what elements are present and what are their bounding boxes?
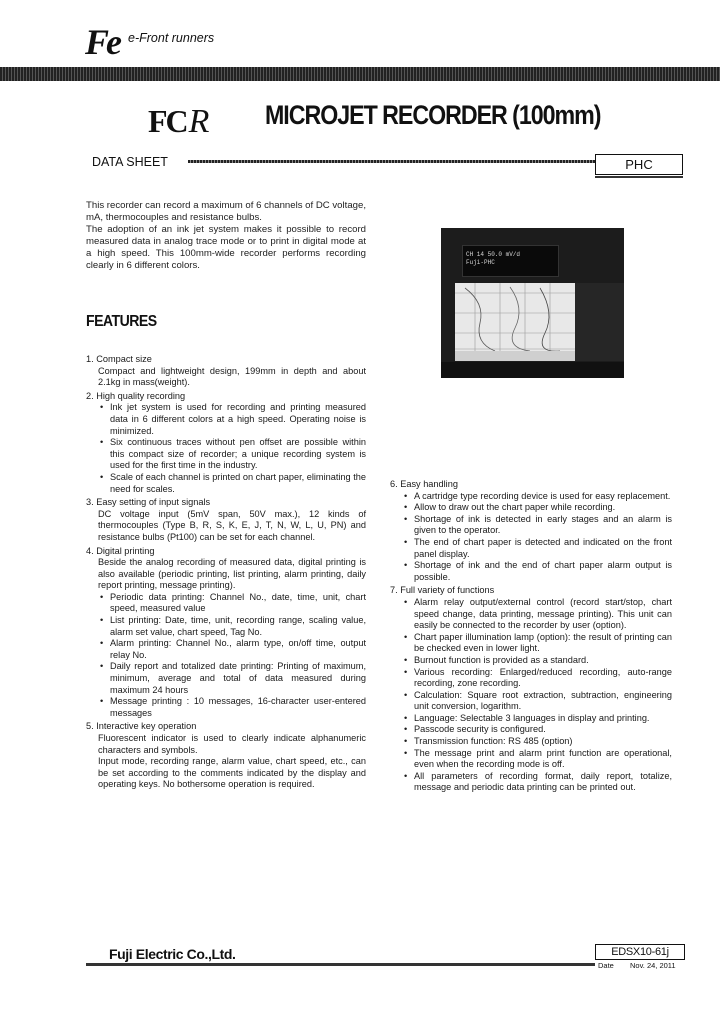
- feature-bullet: • Message printing : 10 messages, 16-character user-entered messages: [86, 696, 366, 719]
- feature-paragraph: Fluorescent indicator is used to clearly indicate alphanumeric characters and symbols.: [98, 733, 366, 755]
- feature-bullet: • Language: Selectable 3 languages in display and printing.: [390, 713, 672, 725]
- feature-bullet: • Allow to draw out the chart paper while recording.: [390, 502, 672, 514]
- chart-paper-traces: [455, 283, 575, 361]
- device-display-text: [466, 251, 520, 267]
- product-title: MICROJET RECORDER (100mm): [265, 100, 601, 130]
- feature-paragraph: Compact and lightweight design, 199mm in depth and about 2.1kg in mass(weight).: [98, 365, 366, 388]
- feature-section: [86, 497, 366, 543]
- intro-text: [86, 200, 366, 272]
- doc-code: EDSX10-61j: [595, 944, 685, 960]
- device-display-line: CH 14 50.0 mV/d: [466, 251, 521, 258]
- feature-heading: 3. Easy setting of input signals: [86, 497, 211, 508]
- feature-bullet: • Burnout function is provided as a standard.: [390, 655, 672, 667]
- feature-section: [390, 585, 672, 794]
- feature-heading: 1. Compact size: [86, 354, 152, 364]
- feature-bullet: • Six continuous traces without pen offset are possible within this compact size of recorder; a unique recording system is used for the first time in the industry.: [86, 437, 366, 472]
- feature-paragraph: DC voltage input (5mV span, 50V max.), 12 kinds of thermocouples (Type B, R, S, K, E, J, T, N, W, L, U, PN) and resistance bulbs (Pt100) can be set for each channel.: [98, 508, 366, 542]
- doc-type-label: DATA SHEET: [92, 155, 168, 169]
- fuji-fe-logo: Fe: [85, 22, 119, 62]
- feature-bullet: • Transmission function: RS 485 (option): [390, 736, 672, 748]
- fc-mark: FC: [148, 103, 187, 139]
- feature-bullet: • Ink jet system is used for recording and printing measured data in 6 different colors at a high speed. Operating noise is minimized.: [86, 402, 366, 437]
- feature-bullet: • Calculation: Square root extraction, subtraction, engineering unit conversion, logarithm.: [390, 690, 672, 713]
- feature-bullet: • A cartridge type recording device is used for easy replacement.: [390, 491, 672, 503]
- feature-bullet: • Scale of each channel is printed on chart paper, eliminating the need for scales.: [86, 472, 366, 495]
- device-display-line: Fuji-PHC: [466, 259, 495, 266]
- device-side-panel: [575, 283, 624, 361]
- feature-bullet: • Alarm relay output/external control (record start/stop, chart speed change, data printing, message printing). This unit can easily be connected to the recorder by user (option).: [390, 597, 672, 632]
- date-value: Nov. 24, 2011: [630, 961, 676, 970]
- feature-bullet: • Shortage of ink and the end of chart paper alarm output is possible.: [390, 560, 672, 583]
- feature-section: [86, 546, 366, 720]
- footer-rule: [86, 963, 595, 966]
- feature-heading: 6. Easy handling: [390, 479, 458, 489]
- fcr-product-mark: [148, 104, 207, 139]
- feature-heading: 7. Full variety of functions: [390, 585, 495, 596]
- feature-bullet: • Various recording: Enlarged/reduced recording, auto-range recording, zone recording.: [390, 667, 672, 690]
- feature-bullet: • Periodic data printing: Channel No., date, time, unit, chart speed, measured value: [86, 592, 366, 615]
- model-code: PHC: [595, 154, 683, 175]
- feature-bullet: • Shortage of ink is detected in early stages and an alarm is given to the operator.: [390, 514, 672, 537]
- feature-bullet: • Passcode security is configured.: [390, 724, 672, 736]
- feature-section: [86, 354, 366, 389]
- feature-heading: 5. Interactive key operation: [86, 721, 197, 732]
- brand-tagline: e-Front runners: [128, 31, 215, 45]
- intro-paragraph: This recorder can record a maximum of 6 channels of DC voltage, mA, thermocouples and resistance bulbs.: [86, 200, 366, 223]
- feature-bullet: • The message print and alarm print function are operational, even when the recording mode is off.: [390, 748, 672, 771]
- date-label: Date: [598, 961, 614, 970]
- header-band: [0, 67, 720, 81]
- feature-heading: 2. High quality recording: [86, 390, 186, 401]
- features-right-column: [390, 477, 672, 794]
- feature-section: [86, 721, 366, 791]
- model-underline: [595, 176, 683, 178]
- intro-paragraph: The adoption of an ink jet system makes it possible to record measured data in analog trace mode or to print in digital mode at a high speed. This 100mm-wide recorder performs recording clearly in 6 different colors.: [86, 224, 366, 271]
- feature-paragraph: Beside the analog recording of measured data, digital printing is also available (periodic printing, list printing, alarm printing, daily report printing, message printing).: [98, 557, 366, 591]
- feature-bullet: • The end of chart paper is detected and indicated on the front panel display.: [390, 537, 672, 560]
- features-heading: FEATURES: [86, 313, 157, 330]
- feature-bullet: • Daily report and totalized date printing: Printing of maximum, minimum, average and total of data measured during maximum 24 hours: [86, 661, 366, 696]
- features-left-column: [86, 352, 366, 791]
- company-name: Fuji Electric Co.,Ltd.: [109, 946, 236, 962]
- feature-bullet: • List printing: Date, time, unit, recording range, scaling value, alarm set value, chart speed, Tag No.: [86, 615, 366, 638]
- doc-type-rule: [188, 160, 595, 163]
- feature-bullet: • Alarm printing: Channel No., alarm type, on/off time, output relay No.: [86, 638, 366, 661]
- r-mark: R: [188, 103, 208, 140]
- device-key-panel: [441, 362, 624, 378]
- feature-section: [86, 391, 366, 495]
- feature-bullet: • Chart paper illumination lamp (option): the result of printing can be checked even in lower light.: [390, 632, 672, 655]
- doc-date: [595, 960, 685, 972]
- feature-section: [390, 479, 672, 583]
- feature-heading: 4. Digital printing: [86, 545, 155, 556]
- feature-bullet: • All parameters of recording format, daily report, totalize, message and periodic data printing can be printed out.: [390, 771, 672, 794]
- feature-paragraph: Input mode, recording range, alarm value, chart speed, etc., can be set according to the comments indicated by the display and operating keys. No bothersome operation is required.: [98, 756, 366, 790]
